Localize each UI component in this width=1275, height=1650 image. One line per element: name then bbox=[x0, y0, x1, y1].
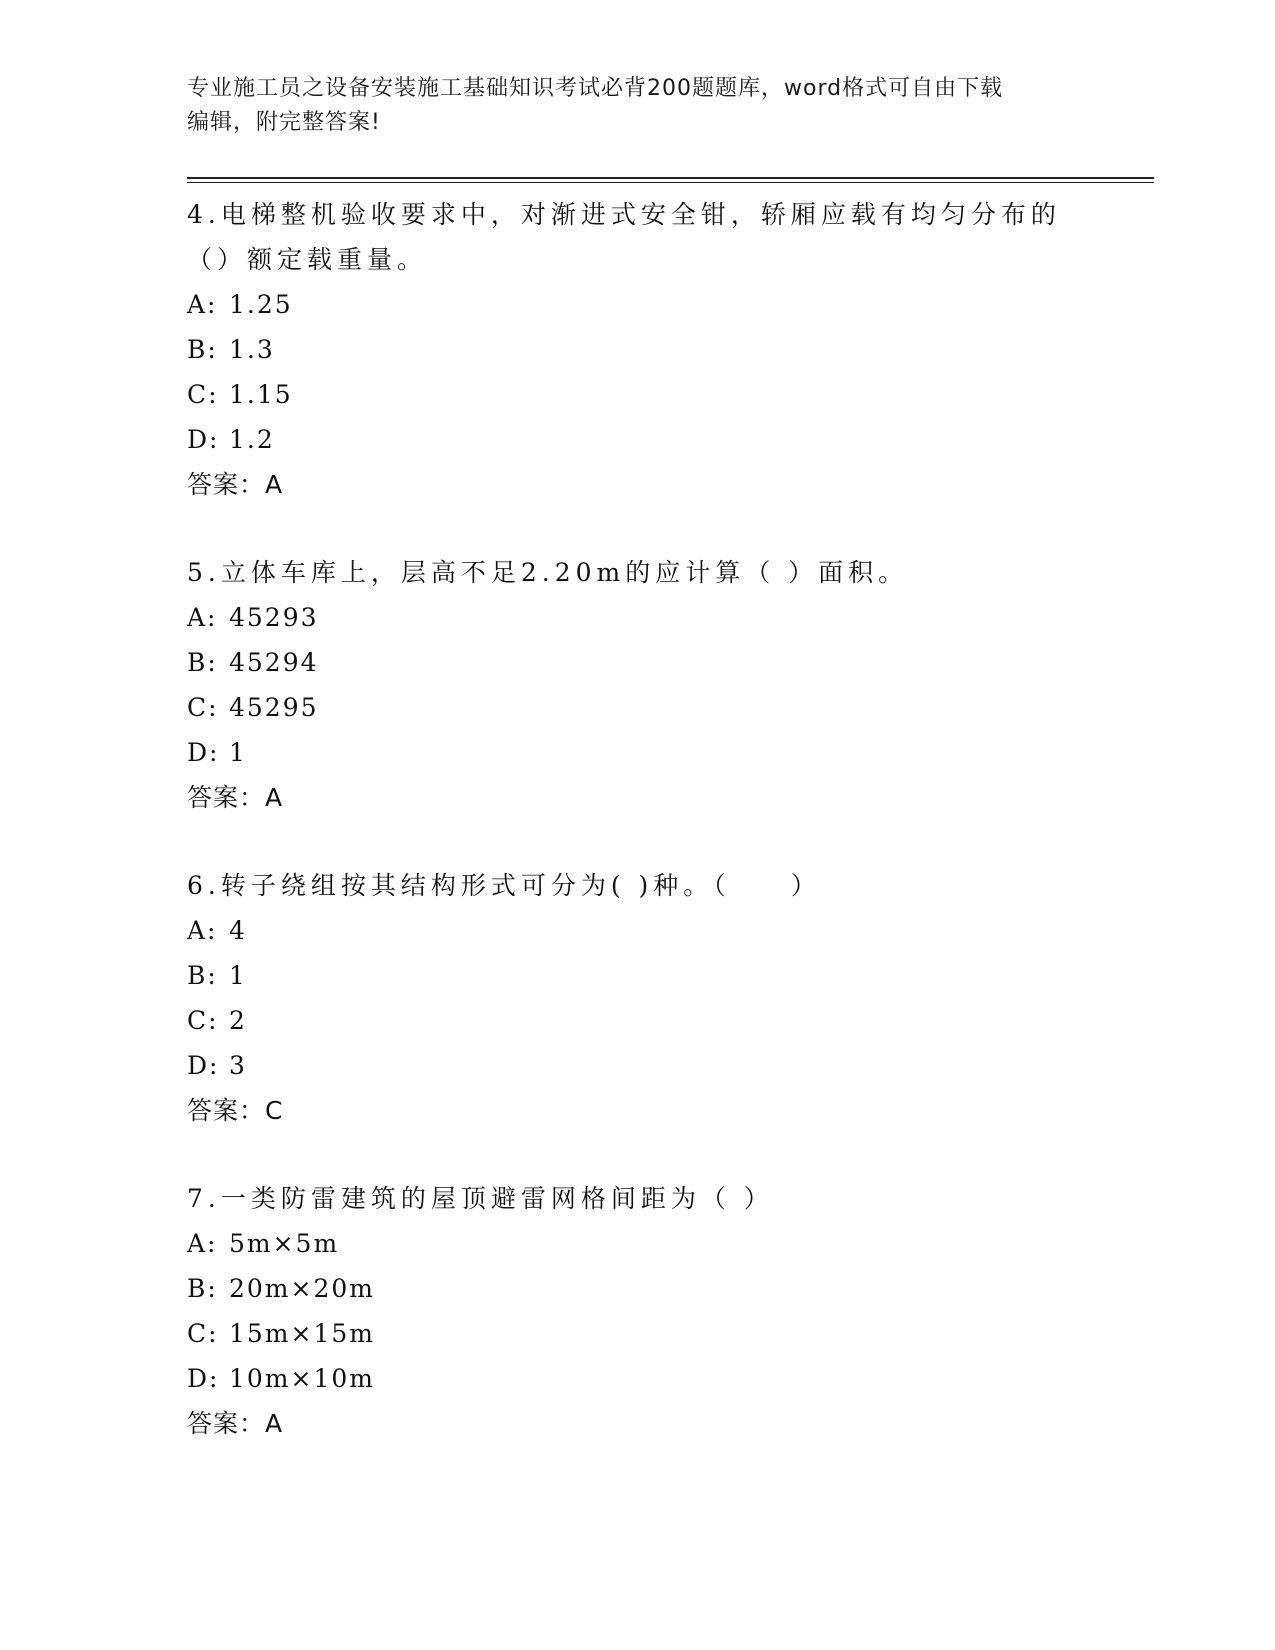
option-b bbox=[187, 953, 1087, 998]
header-line-2: 编辑，附完整答案! bbox=[187, 110, 381, 135]
question-stem: 7.一类防雷建筑的屋顶避雷网格间距为（ ） bbox=[187, 1184, 774, 1213]
option-d bbox=[187, 1043, 1087, 1088]
question-item bbox=[187, 863, 1087, 1133]
option-key: D: bbox=[187, 425, 220, 454]
question-stem: 5.立体车库上，层高不足2.20m的应计算（ ）面积。 bbox=[187, 558, 909, 587]
option-text: 1 bbox=[229, 961, 247, 990]
option-key: D: bbox=[187, 1364, 220, 1393]
answer-line: 答案：A bbox=[187, 1409, 284, 1438]
option-key: A: bbox=[187, 1229, 218, 1258]
option-text: 2 bbox=[229, 1006, 247, 1035]
question-list bbox=[187, 192, 1087, 1489]
answer-line: 答案：C bbox=[187, 1096, 284, 1125]
header-divider-thick bbox=[187, 177, 1154, 179]
document-header bbox=[187, 72, 1077, 140]
option-key: B: bbox=[187, 961, 218, 990]
option-key: B: bbox=[187, 1274, 218, 1303]
option-text: 3 bbox=[229, 1051, 247, 1080]
option-b bbox=[187, 640, 1087, 685]
option-c bbox=[187, 1311, 1087, 1356]
option-key: C: bbox=[187, 1006, 219, 1035]
option-c bbox=[187, 998, 1087, 1043]
option-text: 10m×10m bbox=[229, 1364, 375, 1393]
option-a bbox=[187, 1221, 1087, 1266]
option-b bbox=[187, 1266, 1087, 1311]
option-text: 1.3 bbox=[229, 335, 275, 364]
header-divider-thin bbox=[187, 182, 1154, 183]
option-key: D: bbox=[187, 1051, 220, 1080]
option-text: 1.25 bbox=[229, 290, 293, 319]
option-c bbox=[187, 685, 1087, 730]
option-key: C: bbox=[187, 693, 219, 722]
option-text: 45294 bbox=[229, 648, 319, 677]
option-d bbox=[187, 1356, 1087, 1401]
option-text: 20m×20m bbox=[229, 1274, 375, 1303]
option-text: 45293 bbox=[229, 603, 319, 632]
option-a bbox=[187, 595, 1087, 640]
header-line-1: 专业施工员之设备安装施工基础知识考试必背200题题库，word格式可自由下载 bbox=[187, 76, 1004, 101]
option-a bbox=[187, 908, 1087, 953]
option-key: A: bbox=[187, 290, 218, 319]
option-key: B: bbox=[187, 648, 218, 677]
option-text: 1.2 bbox=[229, 425, 275, 454]
option-text: 45295 bbox=[229, 693, 319, 722]
option-text: 4 bbox=[229, 916, 247, 945]
question-item bbox=[187, 192, 1087, 507]
option-key: C: bbox=[187, 380, 219, 409]
option-key: C: bbox=[187, 1319, 219, 1348]
option-text: 15m×15m bbox=[229, 1319, 375, 1348]
question-item bbox=[187, 1176, 1087, 1446]
question-stem: 6.转子绕组按其结构形式可分为( )种。（ ） bbox=[187, 871, 821, 900]
option-key: D: bbox=[187, 738, 220, 767]
question-stem: 4.电梯整机验收要求中，对渐进式安全钳，轿厢应载有均匀分布的（）额定载重量。 bbox=[187, 200, 1061, 274]
option-key: B: bbox=[187, 335, 218, 364]
option-text: 1.15 bbox=[229, 380, 293, 409]
answer-line: 答案：A bbox=[187, 783, 284, 812]
option-key: A: bbox=[187, 603, 218, 632]
option-a bbox=[187, 282, 1087, 327]
option-key: A: bbox=[187, 916, 218, 945]
question-item bbox=[187, 550, 1087, 820]
option-text: 5m×5m bbox=[229, 1229, 340, 1258]
option-c bbox=[187, 372, 1087, 417]
option-d bbox=[187, 730, 1087, 775]
option-d bbox=[187, 417, 1087, 462]
answer-line: 答案：A bbox=[187, 470, 284, 499]
option-text: 1 bbox=[229, 738, 247, 767]
option-b bbox=[187, 327, 1087, 372]
